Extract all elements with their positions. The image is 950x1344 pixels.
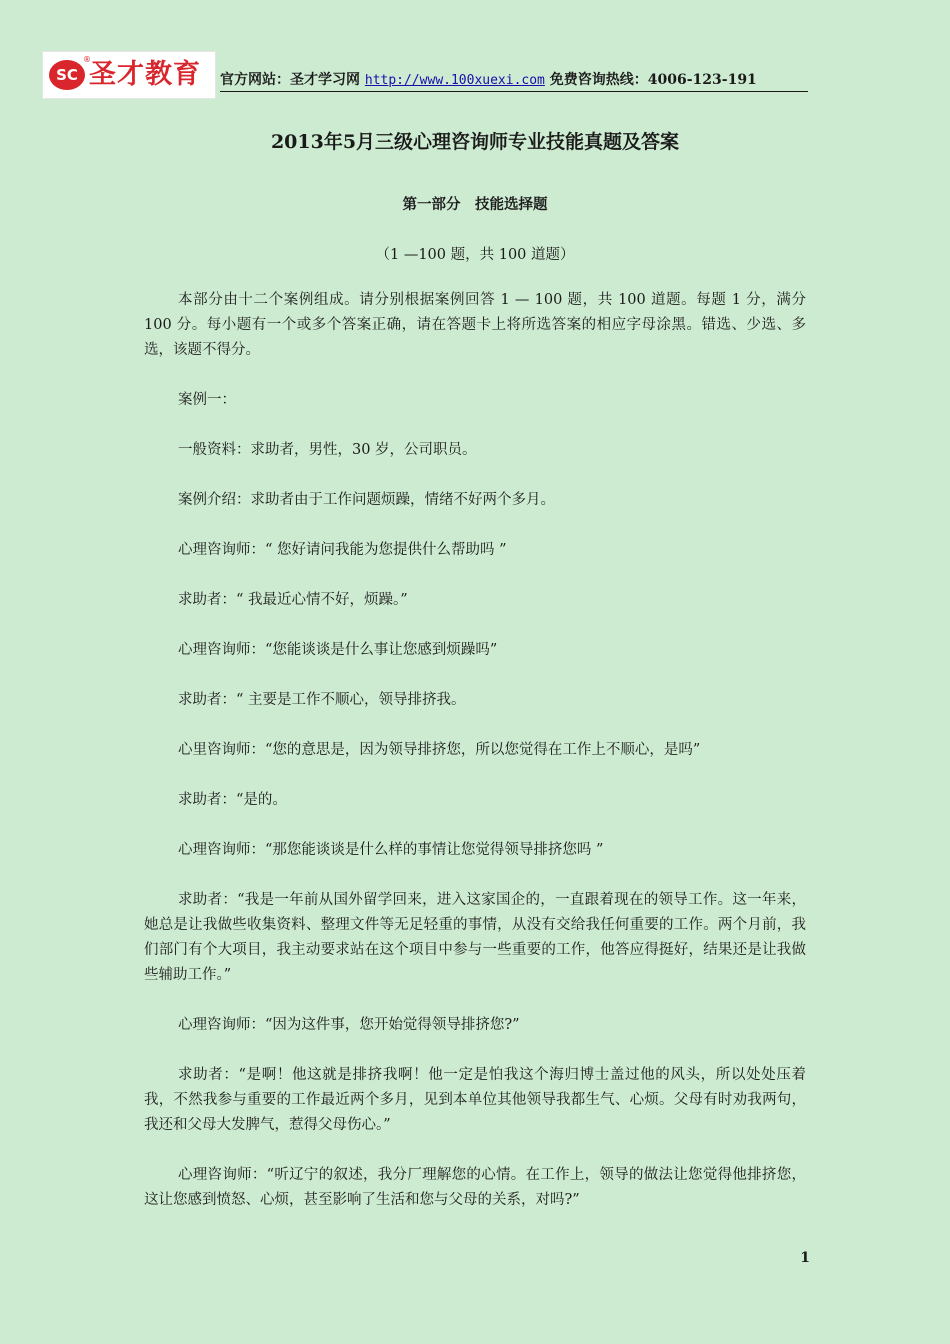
paragraph: 求助者：“我是一年前从国外留学回来，进入这家国企的，一直跟着现在的领导工作。这一年来，她总是让我做些收集资料、整理文件等无足轻重的事情，从没有交给我任何重要的工作。两个月前，我们部门有个大项目，我主动要求站在这个项目中参与一些重要的工作，他答应得挺好，结果还是让我做些辅助工作。” <box>144 892 806 983</box>
logo-text: 圣才教育 <box>89 59 201 90</box>
site-url-link[interactable]: http://www.100xuexi.com <box>364 73 545 88</box>
paragraph: 心理咨询师：“您能谈谈是什么事让您感到烦躁吗” <box>178 642 498 658</box>
page-header <box>42 51 808 99</box>
paragraph: 求助者：“ 主要是工作不顺心，领导排挤我。 <box>178 692 466 708</box>
paragraph: 求助者：“是啊！他这就是排挤我啊！他一定是怕我这个海归博士盖过他的风头，所以处处压着我，不然我参与重要的工作最近两个多月，见到本单位其他领导我都生气、心烦。父母有时劝我两句，我还和父母大发脾气，惹得父母伤心。” <box>144 1067 806 1133</box>
registered-mark: ® <box>83 55 91 64</box>
paragraph: 心里咨询师：“您的意思是，因为领导排挤您，所以您觉得在工作上不顺心，是吗” <box>178 742 701 758</box>
paragraph: 求助者：“是的。 <box>178 792 287 808</box>
document-body <box>144 288 806 1238</box>
paragraph: 一般资料：求助者，男性，30 岁，公司职员。 <box>178 442 477 458</box>
document-title: 2013年5月三级心理咨询师专业技能真题及答案 <box>270 131 680 153</box>
paragraph: 心理咨询师：“那您能谈谈是什么样的事情让您觉得领导排挤您吗 ” <box>178 842 604 858</box>
paragraph: 心理咨询师：“因为这件事，您开始觉得领导排挤您?” <box>178 1017 520 1033</box>
page-number: 1 <box>800 1250 810 1266</box>
paragraph: 心理咨询师：“ 您好请问我能为您提供什么帮助吗 ” <box>178 542 507 558</box>
question-range: （1 —100 题，共 100 道题） <box>375 247 575 263</box>
paragraph: 本部分由十二个案例组成。请分别根据案例回答 1 — 100 题，共 100 道题。每题 1 分，满分 100 分。每小题有一个或多个答案正确，请在答题卡上将所选答案的相应字母涂黑。错选、少选、多选，该题不得分。 <box>144 292 806 358</box>
hotline-label: 免费咨询热线：4006-123-191 <box>549 72 757 88</box>
sc-badge-icon: SC <box>49 60 85 90</box>
paragraph: 心理咨询师：“听辽宁的叙述，我分厂理解您的心情。在工作上，领导的做法让您觉得他排挤您，这让您感到愤怒、心烦，甚至影响了生活和您与父母的关系，对吗?” <box>144 1167 806 1208</box>
paragraph: 求助者：“ 我最近心情不好，烦躁。” <box>178 592 408 608</box>
paragraph: 案例介绍：求助者由于工作问题烦躁，情绪不好两个多月。 <box>178 492 555 508</box>
header-info <box>220 69 808 92</box>
section-title: 第一部分 技能选择题 <box>402 196 548 213</box>
paragraph: 案例一： <box>178 392 236 408</box>
sc-logo <box>42 51 216 99</box>
site-label: 官方网站：圣才学习网 <box>220 72 360 88</box>
